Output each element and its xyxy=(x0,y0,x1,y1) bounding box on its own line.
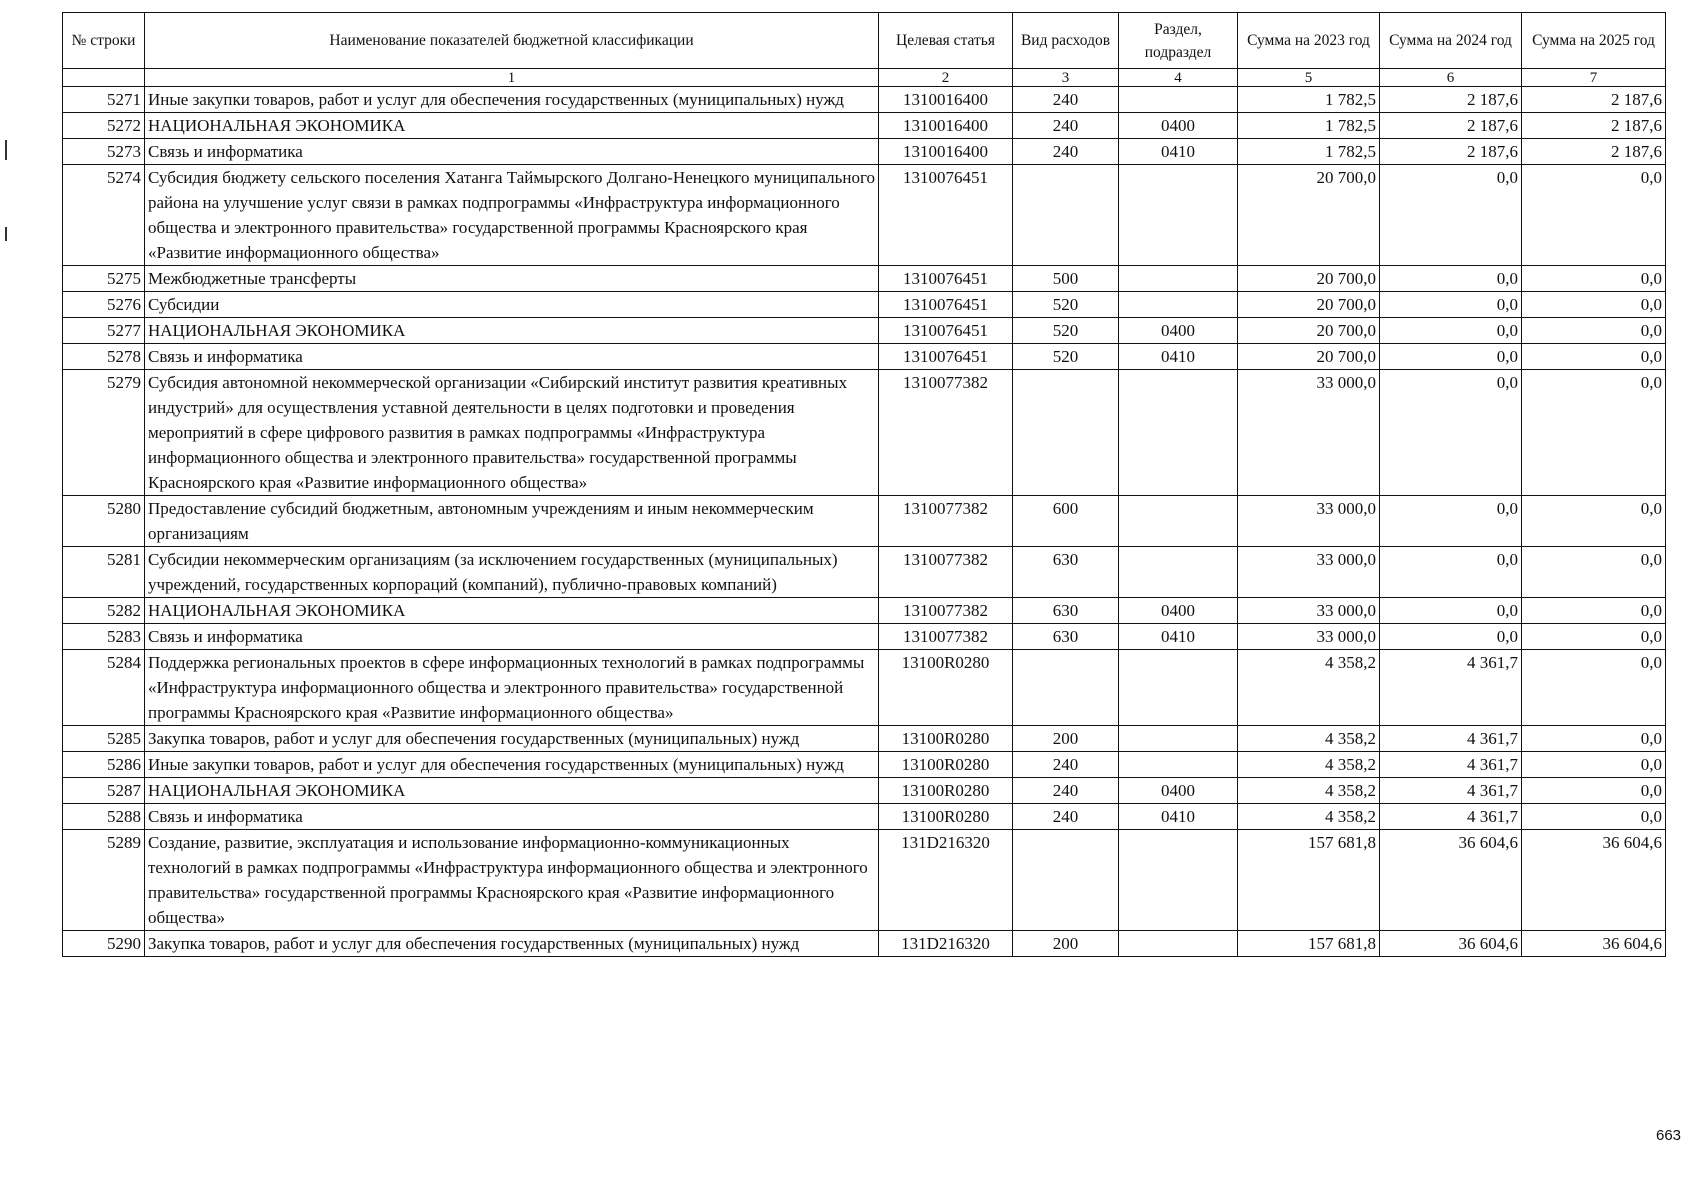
table-row xyxy=(63,624,1666,650)
row-number-cell: 5282 xyxy=(63,598,145,624)
indicator-name-cell: Создание, развитие, эксплуатация и использование информационно-коммуникационных технологий в рамках подпрограммы «Инфраструктура информационного общества и электронного правительства» государственной программы Красноярского края «Развитие информационного общества» xyxy=(145,830,879,931)
expense-type-cell: 240 xyxy=(1013,87,1119,113)
column-number: 6 xyxy=(1380,69,1522,87)
sum-2024-cell: 2 187,6 xyxy=(1380,113,1522,139)
indicator-name-cell: Субсидия автономной некоммерческой организации «Сибирский институт развития креативных индустрий» для осуществления уставной деятельности в целях подготовки и проведения мероприятий в сфере цифрового развития в рамках подпрограммы «Инфраструктура информационного общества и электронного правительства» государственной программы Красноярского края «Развитие информационного общества» xyxy=(145,370,879,496)
row-number-cell: 5274 xyxy=(63,165,145,266)
sum-2024-cell: 36 604,6 xyxy=(1380,830,1522,931)
target-article-cell: 13100R0280 xyxy=(879,650,1013,726)
table-row xyxy=(63,830,1666,931)
budget-classification-table xyxy=(62,12,1666,957)
header-section: Раздел, подраздел xyxy=(1119,13,1238,69)
indicator-name-cell: Субсидии xyxy=(145,292,879,318)
row-number-cell: 5272 xyxy=(63,113,145,139)
sum-2025-cell: 0,0 xyxy=(1522,547,1666,598)
row-number-cell: 5283 xyxy=(63,624,145,650)
section-cell xyxy=(1119,496,1238,547)
column-number: 3 xyxy=(1013,69,1119,87)
expense-type-cell: 520 xyxy=(1013,292,1119,318)
sum-2025-cell: 0,0 xyxy=(1522,804,1666,830)
table-row xyxy=(63,598,1666,624)
sum-2024-cell: 0,0 xyxy=(1380,318,1522,344)
row-number-cell: 5290 xyxy=(63,931,145,957)
target-article-cell: 13100R0280 xyxy=(879,726,1013,752)
header-sum-2023: Сумма на 2023 год xyxy=(1238,13,1380,69)
table-row xyxy=(63,292,1666,318)
sum-2024-cell: 0,0 xyxy=(1380,266,1522,292)
sum-2025-cell: 0,0 xyxy=(1522,165,1666,266)
section-cell xyxy=(1119,266,1238,292)
sum-2025-cell: 36 604,6 xyxy=(1522,931,1666,957)
sum-2024-cell: 36 604,6 xyxy=(1380,931,1522,957)
sum-2023-cell: 33 000,0 xyxy=(1238,496,1380,547)
row-number-cell: 5285 xyxy=(63,726,145,752)
sum-2023-cell: 1 782,5 xyxy=(1238,139,1380,165)
expense-type-cell: 240 xyxy=(1013,752,1119,778)
section-cell xyxy=(1119,650,1238,726)
sum-2023-cell: 4 358,2 xyxy=(1238,778,1380,804)
table-row xyxy=(63,318,1666,344)
sum-2024-cell: 0,0 xyxy=(1380,292,1522,318)
column-number: 1 xyxy=(145,69,879,87)
sum-2023-cell: 20 700,0 xyxy=(1238,318,1380,344)
sum-2023-cell: 20 700,0 xyxy=(1238,266,1380,292)
sum-2023-cell: 20 700,0 xyxy=(1238,165,1380,266)
target-article-cell: 1310076451 xyxy=(879,292,1013,318)
indicator-name-cell: Связь и информатика xyxy=(145,804,879,830)
sum-2024-cell: 4 361,7 xyxy=(1380,650,1522,726)
sum-2024-cell: 2 187,6 xyxy=(1380,87,1522,113)
sum-2024-cell: 4 361,7 xyxy=(1380,726,1522,752)
table-row xyxy=(63,496,1666,547)
header-expense-type: Вид расходов xyxy=(1013,13,1119,69)
target-article-cell: 1310016400 xyxy=(879,113,1013,139)
target-article-cell: 131D216320 xyxy=(879,830,1013,931)
scan-margin-mark xyxy=(5,140,7,160)
row-number-cell: 5278 xyxy=(63,344,145,370)
expense-type-cell: 520 xyxy=(1013,344,1119,370)
row-number-cell: 5273 xyxy=(63,139,145,165)
section-cell: 0410 xyxy=(1119,344,1238,370)
target-article-cell: 1310016400 xyxy=(879,139,1013,165)
target-article-cell: 131D216320 xyxy=(879,931,1013,957)
target-article-cell: 13100R0280 xyxy=(879,778,1013,804)
expense-type-cell: 240 xyxy=(1013,113,1119,139)
sum-2024-cell: 4 361,7 xyxy=(1380,752,1522,778)
sum-2024-cell: 0,0 xyxy=(1380,598,1522,624)
sum-2023-cell: 1 782,5 xyxy=(1238,87,1380,113)
table-row xyxy=(63,931,1666,957)
sum-2023-cell: 33 000,0 xyxy=(1238,370,1380,496)
target-article-cell: 1310016400 xyxy=(879,87,1013,113)
sum-2024-cell: 0,0 xyxy=(1380,370,1522,496)
indicator-name-cell: НАЦИОНАЛЬНАЯ ЭКОНОМИКА xyxy=(145,598,879,624)
sum-2025-cell: 0,0 xyxy=(1522,370,1666,496)
expense-type-cell xyxy=(1013,830,1119,931)
section-cell: 0400 xyxy=(1119,113,1238,139)
column-number: 5 xyxy=(1238,69,1380,87)
sum-2024-cell: 0,0 xyxy=(1380,547,1522,598)
sum-2025-cell: 0,0 xyxy=(1522,318,1666,344)
section-cell xyxy=(1119,547,1238,598)
sum-2023-cell: 33 000,0 xyxy=(1238,624,1380,650)
expense-type-cell: 520 xyxy=(1013,318,1119,344)
sum-2025-cell: 0,0 xyxy=(1522,752,1666,778)
indicator-name-cell: Иные закупки товаров, работ и услуг для обеспечения государственных (муниципальных) нужд xyxy=(145,752,879,778)
sum-2024-cell: 4 361,7 xyxy=(1380,804,1522,830)
indicator-name-cell: Связь и информатика xyxy=(145,344,879,370)
expense-type-cell: 630 xyxy=(1013,547,1119,598)
header-row-number: № строки xyxy=(63,13,145,69)
target-article-cell: 1310077382 xyxy=(879,624,1013,650)
indicator-name-cell: Закупка товаров, работ и услуг для обеспечения государственных (муниципальных) нужд xyxy=(145,726,879,752)
indicator-name-cell: Межбюджетные трансферты xyxy=(145,266,879,292)
sum-2023-cell: 157 681,8 xyxy=(1238,931,1380,957)
indicator-name-cell: Связь и информатика xyxy=(145,624,879,650)
section-cell: 0400 xyxy=(1119,778,1238,804)
sum-2025-cell: 2 187,6 xyxy=(1522,139,1666,165)
sum-2023-cell: 20 700,0 xyxy=(1238,292,1380,318)
expense-type-cell: 200 xyxy=(1013,931,1119,957)
sum-2024-cell: 4 361,7 xyxy=(1380,778,1522,804)
section-cell xyxy=(1119,87,1238,113)
target-article-cell: 1310077382 xyxy=(879,598,1013,624)
row-number-cell: 5279 xyxy=(63,370,145,496)
sum-2025-cell: 36 604,6 xyxy=(1522,830,1666,931)
section-cell: 0400 xyxy=(1119,598,1238,624)
section-cell xyxy=(1119,931,1238,957)
indicator-name-cell: Субсидия бюджету сельского поселения Хатанга Таймырского Долгано-Ненецкого муниципального района на улучшение услуг связи в рамках подпрограммы «Инфраструктура информационного общества и электронного правительства» государственной программы Красноярского края «Развитие информационного общества» xyxy=(145,165,879,266)
target-article-cell: 13100R0280 xyxy=(879,804,1013,830)
header-row xyxy=(63,13,1666,69)
sum-2024-cell: 0,0 xyxy=(1380,344,1522,370)
row-number-cell: 5280 xyxy=(63,496,145,547)
target-article-cell: 1310076451 xyxy=(879,344,1013,370)
indicator-name-cell: Субсидии некоммерческим организациям (за исключением государственных (муниципальных) учреждений, государственных корпораций (компаний), публично-правовых компаний) xyxy=(145,547,879,598)
indicator-name-cell: НАЦИОНАЛЬНАЯ ЭКОНОМИКА xyxy=(145,778,879,804)
header-sum-2025: Сумма на 2025 год xyxy=(1522,13,1666,69)
page-number: 663 xyxy=(1656,1127,1682,1144)
expense-type-cell xyxy=(1013,650,1119,726)
table-row xyxy=(63,165,1666,266)
table-row xyxy=(63,139,1666,165)
table-row xyxy=(63,650,1666,726)
section-cell xyxy=(1119,165,1238,266)
sum-2025-cell: 0,0 xyxy=(1522,598,1666,624)
header-target-article: Целевая статья xyxy=(879,13,1013,69)
sum-2025-cell: 0,0 xyxy=(1522,292,1666,318)
sum-2025-cell: 0,0 xyxy=(1522,266,1666,292)
row-number-cell: 5271 xyxy=(63,87,145,113)
expense-type-cell: 600 xyxy=(1013,496,1119,547)
column-number: 7 xyxy=(1522,69,1666,87)
table-row xyxy=(63,266,1666,292)
table-row xyxy=(63,752,1666,778)
column-number: 4 xyxy=(1119,69,1238,87)
section-cell xyxy=(1119,726,1238,752)
sum-2023-cell: 4 358,2 xyxy=(1238,650,1380,726)
sum-2025-cell: 0,0 xyxy=(1522,778,1666,804)
sum-2025-cell: 0,0 xyxy=(1522,496,1666,547)
indicator-name-cell: Поддержка региональных проектов в сфере информационных технологий в рамках подпрограммы «Инфраструктура информационного общества и электронного правительства» государственной программы Красноярского края «Развитие информационного общества» xyxy=(145,650,879,726)
expense-type-cell: 630 xyxy=(1013,624,1119,650)
column-number xyxy=(63,69,145,87)
expense-type-cell xyxy=(1013,165,1119,266)
column-number-row xyxy=(63,69,1666,87)
section-cell xyxy=(1119,752,1238,778)
indicator-name-cell: Предоставление субсидий бюджетным, автономным учреждениям и иным некоммерческим организациям xyxy=(145,496,879,547)
table-row xyxy=(63,726,1666,752)
sum-2023-cell: 157 681,8 xyxy=(1238,830,1380,931)
sum-2023-cell: 33 000,0 xyxy=(1238,547,1380,598)
target-article-cell: 1310076451 xyxy=(879,165,1013,266)
expense-type-cell: 240 xyxy=(1013,804,1119,830)
row-number-cell: 5276 xyxy=(63,292,145,318)
target-article-cell: 1310076451 xyxy=(879,266,1013,292)
row-number-cell: 5277 xyxy=(63,318,145,344)
target-article-cell: 1310077382 xyxy=(879,370,1013,496)
indicator-name-cell: Связь и информатика xyxy=(145,139,879,165)
column-number: 2 xyxy=(879,69,1013,87)
indicator-name-cell: НАЦИОНАЛЬНАЯ ЭКОНОМИКА xyxy=(145,318,879,344)
table-row xyxy=(63,778,1666,804)
section-cell xyxy=(1119,292,1238,318)
sum-2024-cell: 2 187,6 xyxy=(1380,139,1522,165)
sum-2025-cell: 2 187,6 xyxy=(1522,113,1666,139)
row-number-cell: 5275 xyxy=(63,266,145,292)
sum-2024-cell: 0,0 xyxy=(1380,165,1522,266)
sum-2025-cell: 0,0 xyxy=(1522,726,1666,752)
row-number-cell: 5286 xyxy=(63,752,145,778)
table-row xyxy=(63,113,1666,139)
section-cell xyxy=(1119,370,1238,496)
table-row xyxy=(63,344,1666,370)
section-cell: 0410 xyxy=(1119,624,1238,650)
sum-2025-cell: 0,0 xyxy=(1522,624,1666,650)
sum-2023-cell: 1 782,5 xyxy=(1238,113,1380,139)
target-article-cell: 1310077382 xyxy=(879,547,1013,598)
sum-2023-cell: 4 358,2 xyxy=(1238,804,1380,830)
section-cell xyxy=(1119,830,1238,931)
scan-margin-mark xyxy=(5,227,7,241)
sum-2023-cell: 4 358,2 xyxy=(1238,726,1380,752)
sum-2023-cell: 33 000,0 xyxy=(1238,598,1380,624)
row-number-cell: 5281 xyxy=(63,547,145,598)
row-number-cell: 5289 xyxy=(63,830,145,931)
target-article-cell: 13100R0280 xyxy=(879,752,1013,778)
sum-2023-cell: 20 700,0 xyxy=(1238,344,1380,370)
sum-2025-cell: 2 187,6 xyxy=(1522,87,1666,113)
target-article-cell: 1310077382 xyxy=(879,496,1013,547)
expense-type-cell: 240 xyxy=(1013,139,1119,165)
expense-type-cell: 630 xyxy=(1013,598,1119,624)
target-article-cell: 1310076451 xyxy=(879,318,1013,344)
indicator-name-cell: Закупка товаров, работ и услуг для обеспечения государственных (муниципальных) нужд xyxy=(145,931,879,957)
table-row xyxy=(63,804,1666,830)
expense-type-cell xyxy=(1013,370,1119,496)
row-number-cell: 5287 xyxy=(63,778,145,804)
row-number-cell: 5284 xyxy=(63,650,145,726)
table-row xyxy=(63,370,1666,496)
expense-type-cell: 240 xyxy=(1013,778,1119,804)
indicator-name-cell: НАЦИОНАЛЬНАЯ ЭКОНОМИКА xyxy=(145,113,879,139)
sum-2025-cell: 0,0 xyxy=(1522,344,1666,370)
section-cell: 0400 xyxy=(1119,318,1238,344)
section-cell: 0410 xyxy=(1119,804,1238,830)
header-sum-2024: Сумма на 2024 год xyxy=(1380,13,1522,69)
header-name: Наименование показателей бюджетной классификации xyxy=(145,13,879,69)
table-body xyxy=(63,87,1666,957)
table-row xyxy=(63,547,1666,598)
expense-type-cell: 200 xyxy=(1013,726,1119,752)
sum-2025-cell: 0,0 xyxy=(1522,650,1666,726)
section-cell: 0410 xyxy=(1119,139,1238,165)
sum-2024-cell: 0,0 xyxy=(1380,624,1522,650)
table-row xyxy=(63,87,1666,113)
expense-type-cell: 500 xyxy=(1013,266,1119,292)
row-number-cell: 5288 xyxy=(63,804,145,830)
sum-2024-cell: 0,0 xyxy=(1380,496,1522,547)
sum-2023-cell: 4 358,2 xyxy=(1238,752,1380,778)
indicator-name-cell: Иные закупки товаров, работ и услуг для обеспечения государственных (муниципальных) нужд xyxy=(145,87,879,113)
